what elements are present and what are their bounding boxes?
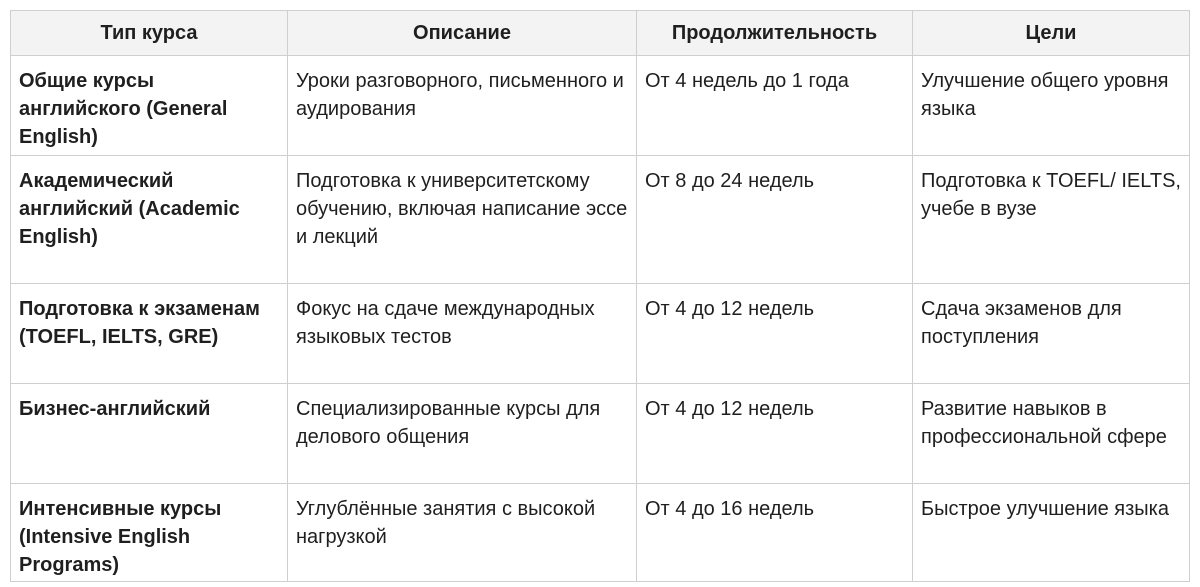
- cell-course-type: Подготовка к экзаменам (TOEFL, IELTS, GRE): [11, 284, 288, 384]
- table-header: [11, 11, 1190, 56]
- cell-duration: От 4 до 12 недель: [637, 384, 913, 484]
- cell-goals: Быстрое улучшение языка: [913, 484, 1190, 582]
- header-description: Описание: [288, 11, 637, 56]
- cell-course-type: Академический английский (Academic English): [11, 156, 288, 284]
- cell-goals: Подготовка к TOEFL/ IELTS, учебе в вузе: [913, 156, 1190, 284]
- cell-description: Подготовка к университетскому обучению, включая написание эссе и лекций: [288, 156, 637, 284]
- header-course-type: Тип курса: [11, 11, 288, 56]
- cell-course-type: Интенсивные курсы (Intensive English Programs): [11, 484, 288, 582]
- cell-description: Углублённые занятия с высокой нагрузкой: [288, 484, 637, 582]
- cell-duration: От 8 до 24 недель: [637, 156, 913, 284]
- cell-duration: От 4 до 16 недель: [637, 484, 913, 582]
- cell-course-type: Бизнес-английский: [11, 384, 288, 484]
- cell-goals: Улучшение общего уровня языка: [913, 56, 1190, 156]
- cell-goals: Сдача экзаменов для поступления: [913, 284, 1190, 384]
- table-container: [10, 10, 1189, 582]
- table-row: [11, 484, 1190, 582]
- cell-duration: От 4 недель до 1 года: [637, 56, 913, 156]
- table-row: [11, 156, 1190, 284]
- table-row: [11, 384, 1190, 484]
- table-row: [11, 284, 1190, 384]
- courses-table: [10, 10, 1190, 582]
- header-goals: Цели: [913, 11, 1190, 56]
- table-row: [11, 56, 1190, 156]
- cell-description: Фокус на сдаче международных языковых тестов: [288, 284, 637, 384]
- table-body: [11, 56, 1190, 582]
- cell-description: Уроки разговорного, письменного и аудирования: [288, 56, 637, 156]
- cell-course-type: Общие курсы английского (General English): [11, 56, 288, 156]
- header-duration: Продолжительность: [637, 11, 913, 56]
- cell-goals: Развитие навыков в профессиональной сфере: [913, 384, 1190, 484]
- header-row: [11, 11, 1190, 56]
- cell-duration: От 4 до 12 недель: [637, 284, 913, 384]
- cell-description: Специализированные курсы для делового общения: [288, 384, 637, 484]
